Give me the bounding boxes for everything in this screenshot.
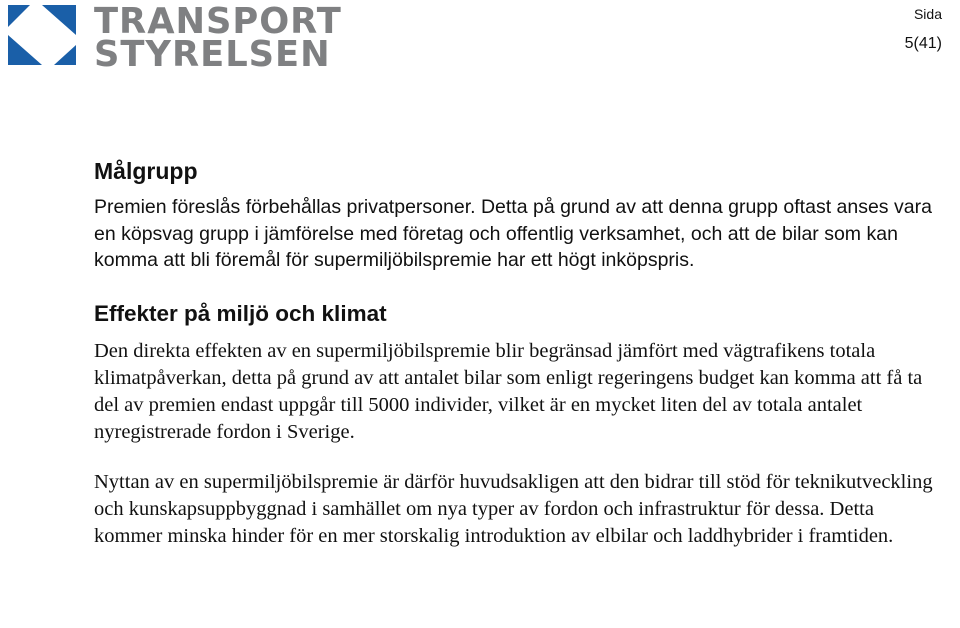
section-heading-malgrupp: Målgrupp: [94, 158, 198, 184]
logo-line-1: TRANSPORT: [94, 1, 342, 42]
transportstyrelsen-logo: [8, 1, 342, 75]
paragraph-malgrupp: Premien föreslås förbehållas privatpersoner. Detta på grund av att denna grupp oftast anses vara en köpsvag grupp i jämförelse med företag och offentlig verksamhet, och att de bilar som kan komma att bli föremål för supermiljöbilspremie har ett högt inköpspris.: [94, 196, 932, 271]
page-number: 5(41): [904, 35, 942, 52]
logo-wordmark: [94, 1, 347, 75]
page-label: Sida: [913, 6, 942, 22]
logo-mark-icon: [8, 5, 76, 71]
section-heading-effekter: Effekter på miljö och klimat: [94, 300, 387, 326]
page-number-block: [905, 6, 942, 54]
logo-line-2: STYRELSEN: [94, 34, 331, 75]
paragraph-effekter-2: Nyttan av en supermiljöbilspremie är därför huvudsakligen att den bidrar till stöd för teknikutveckling och kunskapsuppbyggnad i samhället om nya typer av fordon och infrastruktur för dessa. Detta kommer minska hinder för en mer storskalig introduktion av elbilar och laddhybrider i framtiden.: [94, 470, 933, 547]
paragraph-effekter-1: Den direkta effekten av en supermiljöbilspremie blir begränsad jämfört med vägtrafikens totala klimatpåverkan, detta på grund av att antalet bilar som enligt regeringens budget kan komma att få ta del av premien endast uppgår till 5000 individer, vilket är en mycket liten del av totala antalet nyregistrerade fordon i Sverige.: [94, 339, 923, 443]
document-body: [94, 156, 944, 550]
